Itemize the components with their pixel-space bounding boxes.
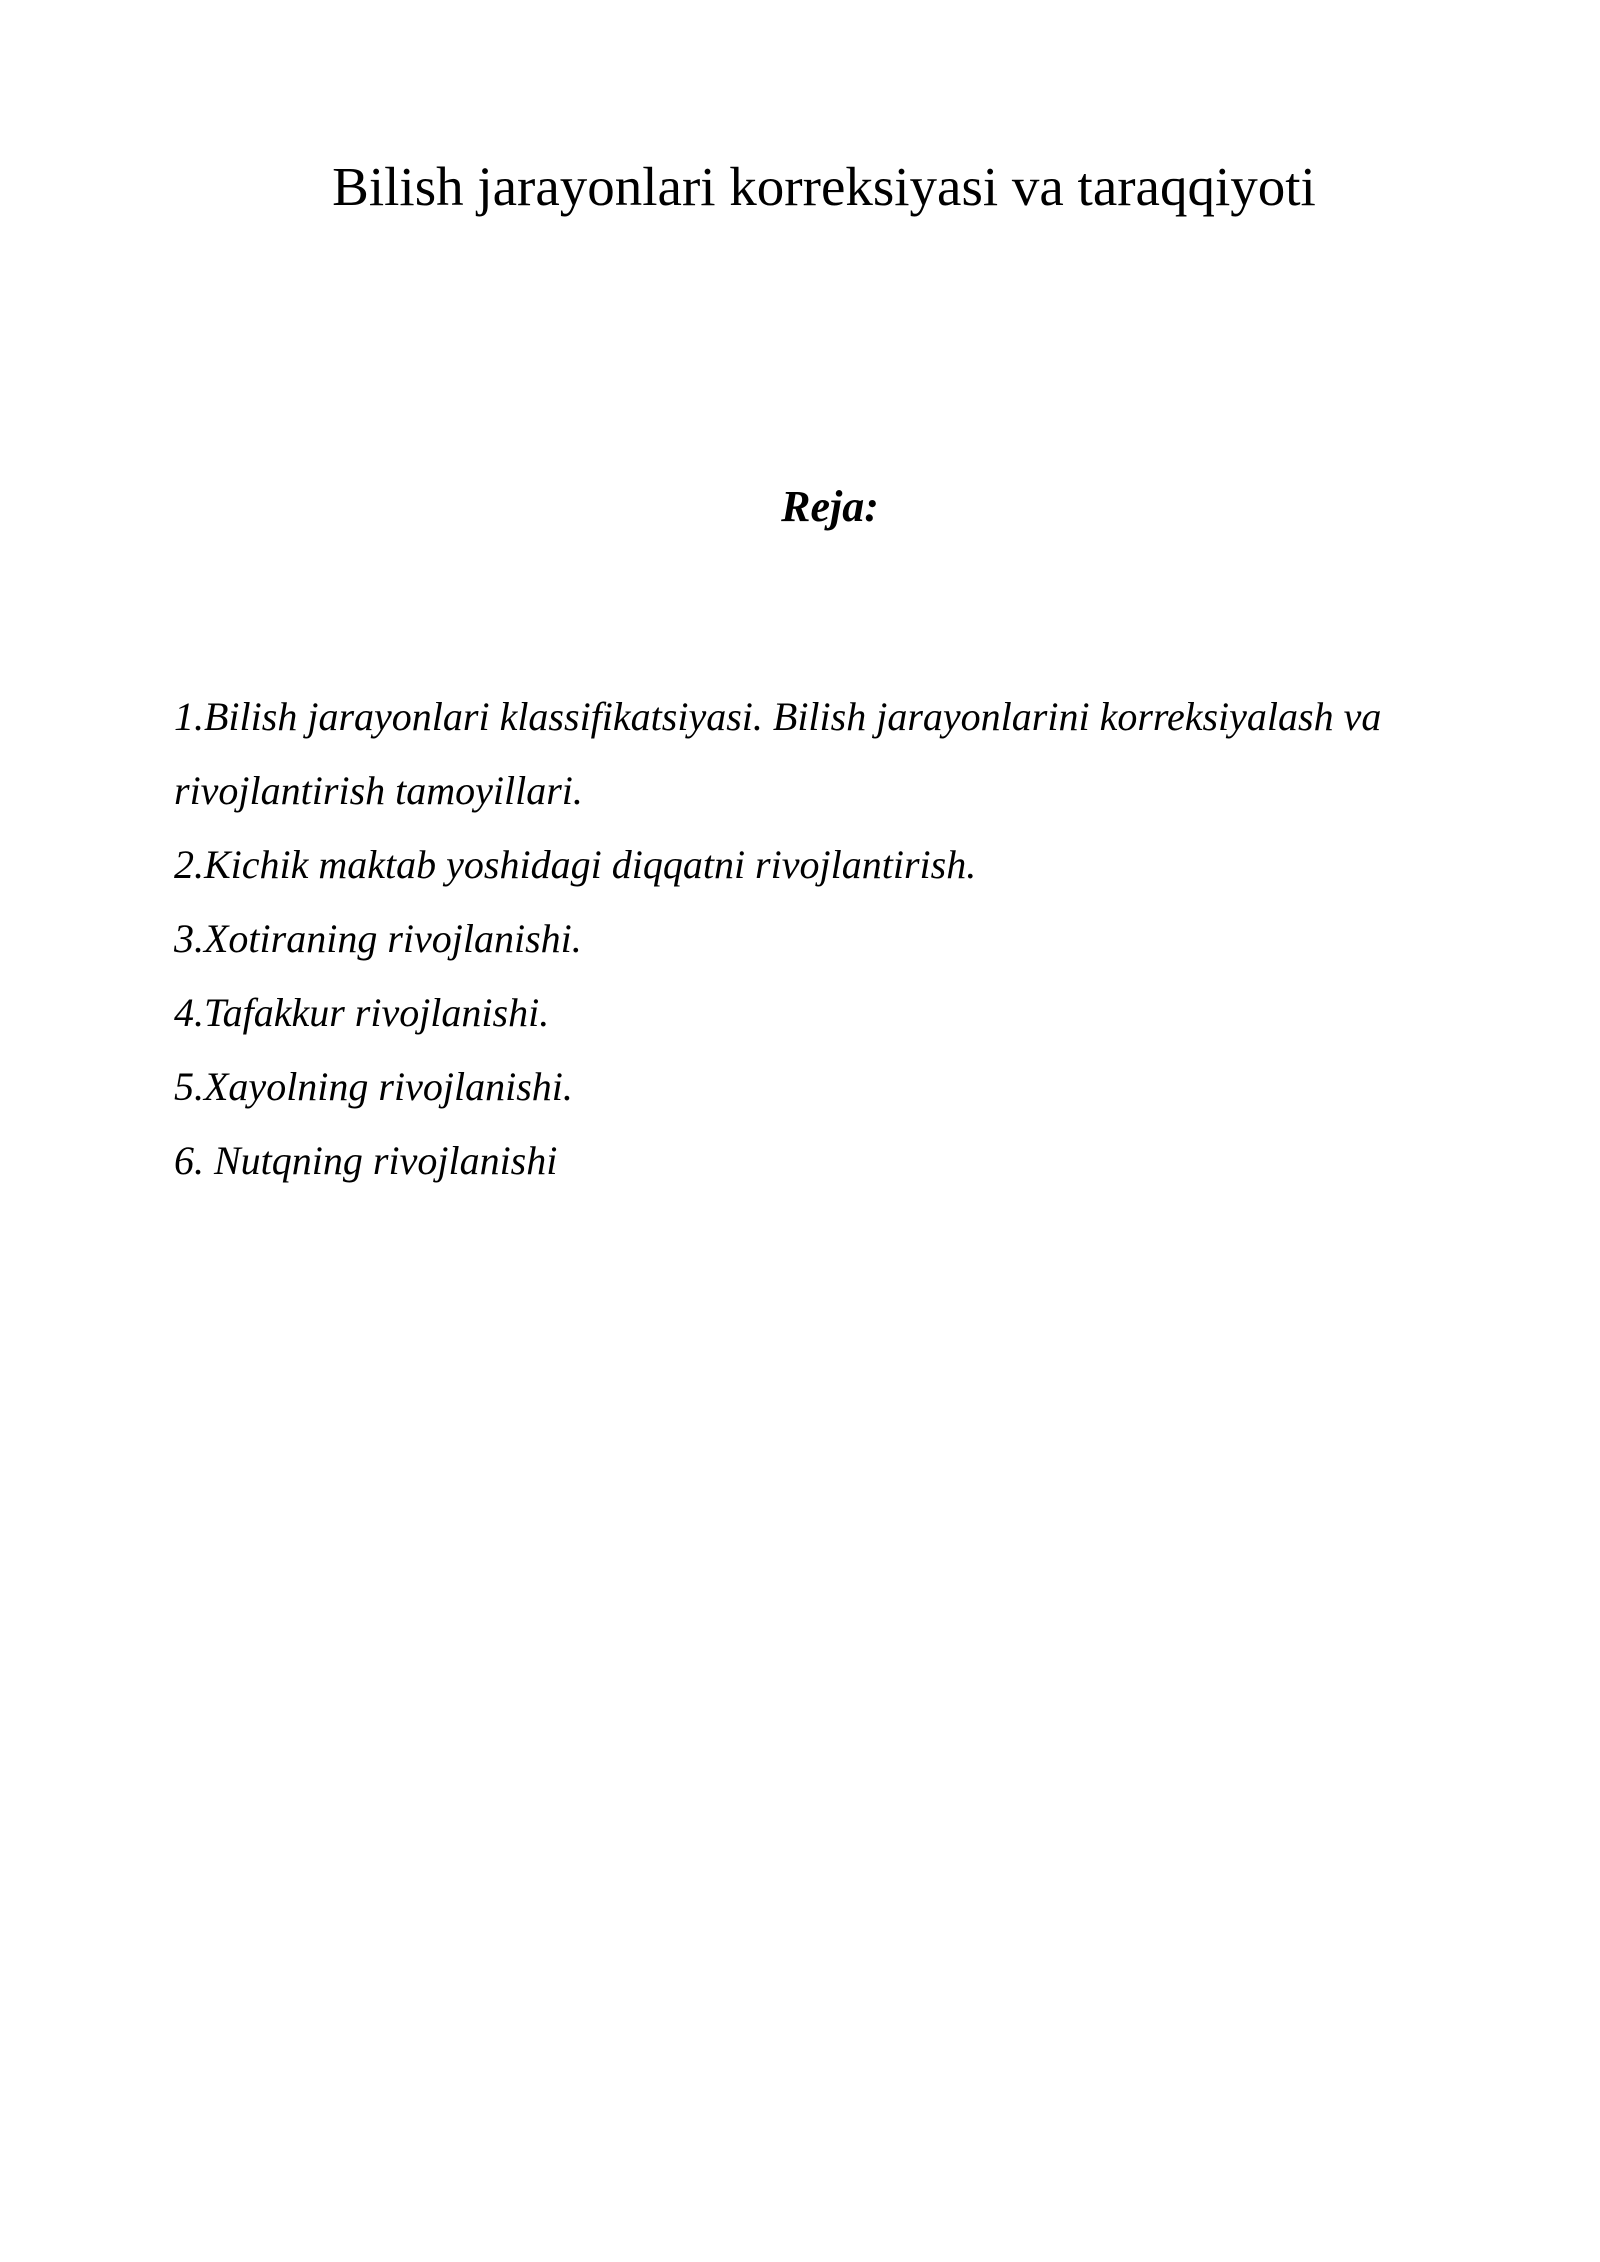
plan-heading: Reja: — [781, 482, 879, 531]
plan-item: 4.Tafakkur rivojlanishi. — [174, 990, 550, 1035]
plan-item: 2.Kichik maktab yoshidagi diqqatni rivojlantirish. — [174, 842, 977, 887]
plan-item: rivojlantirish tamoyillari. — [174, 768, 583, 813]
plan-item: 5.Xayolning rivojlanishi. — [174, 1064, 573, 1109]
plan-item: 1.Bilish jarayonlari klassifikatsiyasi. Bilish jarayonlarini korreksiyalash va — [174, 694, 1382, 739]
plan-item: 6. Nutqning rivojlanishi — [174, 1138, 558, 1183]
plan-list — [174, 680, 1494, 1198]
plan-item: 3.Xotiraning rivojlanishi. — [174, 916, 582, 961]
document-title: Bilish jarayonlari korreksiyasi va taraqqiyoti — [332, 156, 1316, 217]
